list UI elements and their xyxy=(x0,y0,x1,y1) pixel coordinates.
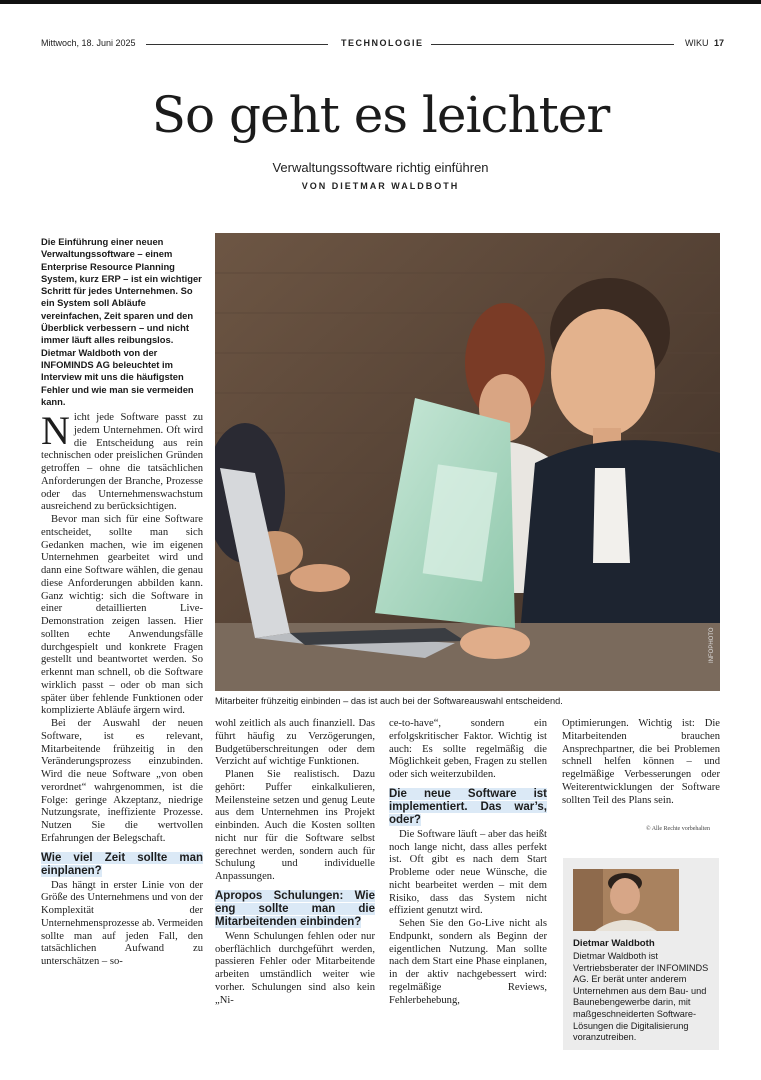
author-box xyxy=(563,858,719,1050)
photo-credit: INFOPHOTO xyxy=(709,627,715,663)
article-title: So geht es leichter xyxy=(151,86,610,144)
article-column-2 xyxy=(215,718,375,1007)
photo-caption: Mitarbeiter frühzeitig einbinden – das ist auch bei der Softwareauswahl entscheidend. xyxy=(215,696,563,706)
paragraph: ce-to-have“, sondern ein erfolgskritischer Faktor. Wichtig ist auch: Es sollte regelmäßig die Möglichkeit geben, Fragen zu stellen oder sich weiterzubilden. xyxy=(389,718,547,780)
article-column-4 xyxy=(562,718,720,807)
page-number xyxy=(685,38,724,48)
paragraph: Sehen Sie den Go-Live nicht als Endpunkt, sondern als Beginn der eigentlichen Nutzung. Man sollte nach dem Start eine Phase einplanen, in der aktiv nachgebessert wird: regelmäßige Reviews, Fehlerbehebung, xyxy=(389,918,547,1006)
subheading: Die neue Software ist implementiert. Das war’s, oder? xyxy=(389,787,547,826)
paragraph: Die Software läuft – aber das heißt noch lange nicht, dass alles perfekt ist. Oft gibt es nach dem Start Probleme oder neue Wünsche, die nicht bearbeitet werden – mit dem Risiko, dass das System nicht effizient genutzt wird. xyxy=(389,828,547,917)
paragraph: Planen Sie realistisch. Dazu gehört: Puffer einkalkulieren, Meilensteine setzen und genug Leute aus dem Unternehmen ins Projekt einbinden. Auch die Kosten sollten nicht nur für die Software selbst gerechnet werden, sondern auch für Schulung und individuelle Anpassungen. xyxy=(215,769,375,882)
top-border xyxy=(0,0,761,4)
paragraph: Das hängt in erster Linie von der Größe des Unternehmens und von der Komplexität der Unternehmensprozesse ab. Vermeiden sollte man auf jeden Fall, den tatsächlichen Aufwand zu unterschätzen – so- xyxy=(41,879,203,967)
article-lead: Die Einführung einer neuen Verwaltungssoftware – einem Enterprise Resource Planning System, kurz ERP – ist ein wichtiger Schritt für jedes Unternehmen. So ein System soll Abläufe vereinfachen, Zeit sparen und den Überblick verbessern – und nicht immer läuft alles reibungslos. Dietmar Waldboth von der INFOMINDS AG beleuchtet im Interview mit uns die häufigsten Fehler und wie man sie vermeiden kann. xyxy=(41,236,202,407)
subheading: Wie viel Zeit sollte man einplanen? xyxy=(41,851,203,877)
article-byline: VON DIETMAR WALDBOTH xyxy=(301,181,460,191)
copyright-note: © Alle Rechte vorbehalten xyxy=(646,826,711,832)
issue-date: Mittwoch, 18. Juni 2025 xyxy=(41,38,136,48)
paragraph: wohl zeitlich als auch finanziell. Das führt häufig zu Verzögerungen, Budgetüberschreitungen oder dem Verzicht auf wichtige Funktionen. xyxy=(215,718,375,768)
paragraph: Optimierungen. Wichtig ist: Die Mitarbeitenden brauchen Ansprechpartner, die bei Problemen schnell helfen können – und regelmäßige Verbesserungen oder Weiterentwicklungen der Software sollten Teil des Plans sein. xyxy=(562,718,720,806)
paragraph: Bevor man sich für eine Software entscheidet, sollte man sich Gedanken machen, wie im eigenen Unternehmen gearbeitet wird und dann eine Software wählen, die genau diese Anforderungen abbilden kann. Ganz wichtig: sich die Software in einer detaillierten Live-Demonstration zeigen lassen. Hier sollten echte Anwendungsfälle durchgespielt und konkrete Fragen gestellt und beantwortet werden. So erkennt man schnell, ob die Software wirklich passt – oder ob man sich später über fehlende Funktionen oder komplizierte Abläufe ärgern wird. xyxy=(41,514,203,717)
drop-cap: N xyxy=(41,408,70,453)
section-label: TECHNOLOGIE xyxy=(341,38,424,48)
header-rule-right xyxy=(431,44,674,45)
article-photo xyxy=(215,233,720,691)
publication-name: WIKU xyxy=(685,38,709,48)
article-column-1 xyxy=(41,408,203,969)
article-column-3 xyxy=(389,718,547,1007)
page-num: 17 xyxy=(714,38,725,48)
article-subtitle: Verwaltungssoftware richtig einführen xyxy=(272,160,489,175)
paragraph: Wenn Schulungen fehlen oder nur oberflächlich durchgeführt werden, passieren Fehler oder Mitarbeitende arbeiten umständlich weiter wie vorher. Schulungen sind also kein „Ni- xyxy=(215,930,375,1006)
author-name: Dietmar Waldboth xyxy=(573,938,655,949)
paragraph: Bei der Auswahl der neuen Software, ist es relevant, Mitarbeitende frühzeitig in den Veränderungsprozess einzubinden. Wird die neue Software „von oben verordnet“ wahrgenommen, ist die Folge: geringe Akzeptanz, niedrige Nutzungsrate, ineffiziente Prozesse. Nutzen Sie die wertvollen Erfahrungen der Belegschaft. xyxy=(41,718,203,844)
author-bio: Dietmar Waldboth ist Vertriebsberater der INFOMINDS AG. Er berät unter anderem Unternehmen aus dem Bau- und Baunebengewerbe darin, mit maßgeschneiderten Software-Lösungen die Digitalisierung voranzutreiben. xyxy=(573,951,709,1043)
author-photo xyxy=(573,869,679,931)
subheading: Apropos Schulungen: Wie eng sollte man die Mitarbeitenden einbinden? xyxy=(215,889,375,928)
paragraph: Nicht jede Software passt zu jedem Unternehmen. Oft wird die Entscheidung aus rein technischen oder preislichen Gründen getroffen – ohne die tatsächlichen Anforderungen der Branche, Prozesse oder das Unternehmenswachstum ausreichend zu berücksichtigen. xyxy=(41,408,203,513)
header-rule-left xyxy=(146,44,328,45)
